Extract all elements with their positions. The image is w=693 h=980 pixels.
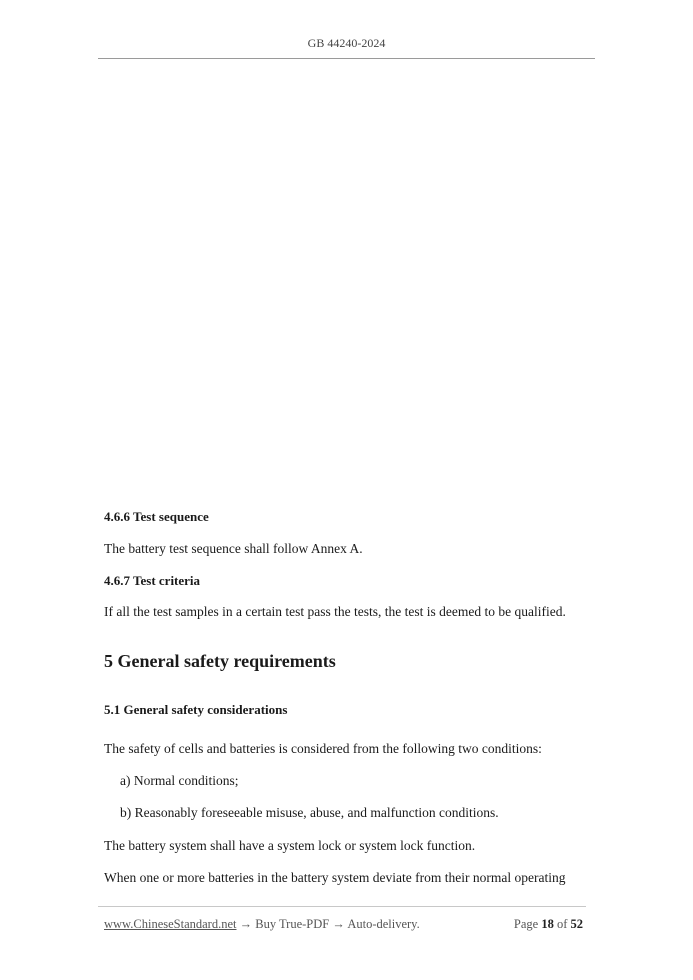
list-item-misuse-conditions: b) Reasonably foreseeable misuse, abuse, and malfunction conditions. [120,805,499,820]
footer-links [104,917,420,932]
document-header-title: GB 44240-2024 [307,36,386,50]
paragraph-test-sequence: The battery test sequence shall follow Annex A. [104,541,363,556]
section-heading-4-6-6: 4.6.6 Test sequence [104,509,209,524]
buy-true-pdf-text: Buy True-PDF [255,917,330,931]
chinesestandard-link[interactable]: www.ChineseStandard.net [104,917,237,931]
page-of-label: of [556,917,568,931]
list-item-normal-conditions: a) Normal conditions; [120,773,239,788]
page-label: Page [513,917,539,931]
section-heading-5: 5 General safety requirements [104,651,336,671]
paragraph-deviation: When one or more batteries in the battery system deviate from their normal operating [104,870,566,885]
auto-delivery-text: Auto-delivery. [347,917,420,931]
page-total-number: 52 [570,917,583,931]
paragraph-safety-intro: The safety of cells and batteries is considered from the following two conditions: [104,741,542,756]
header-divider [98,58,595,59]
section-heading-5-1: 5.1 General safety considerations [104,702,288,717]
arrow-icon: → [332,917,345,931]
page-current-number: 18 [541,917,554,931]
page-indicator [514,917,583,932]
arrow-icon: → [239,917,253,931]
paragraph-system-lock: The battery system shall have a system lock or system lock function. [104,838,476,853]
section-heading-4-6-7: 4.6.7 Test criteria [104,573,201,588]
paragraph-test-criteria: If all the test samples in a certain test pass the tests, the test is deemed to be qualified. [104,604,566,619]
footer-divider [98,906,586,907]
